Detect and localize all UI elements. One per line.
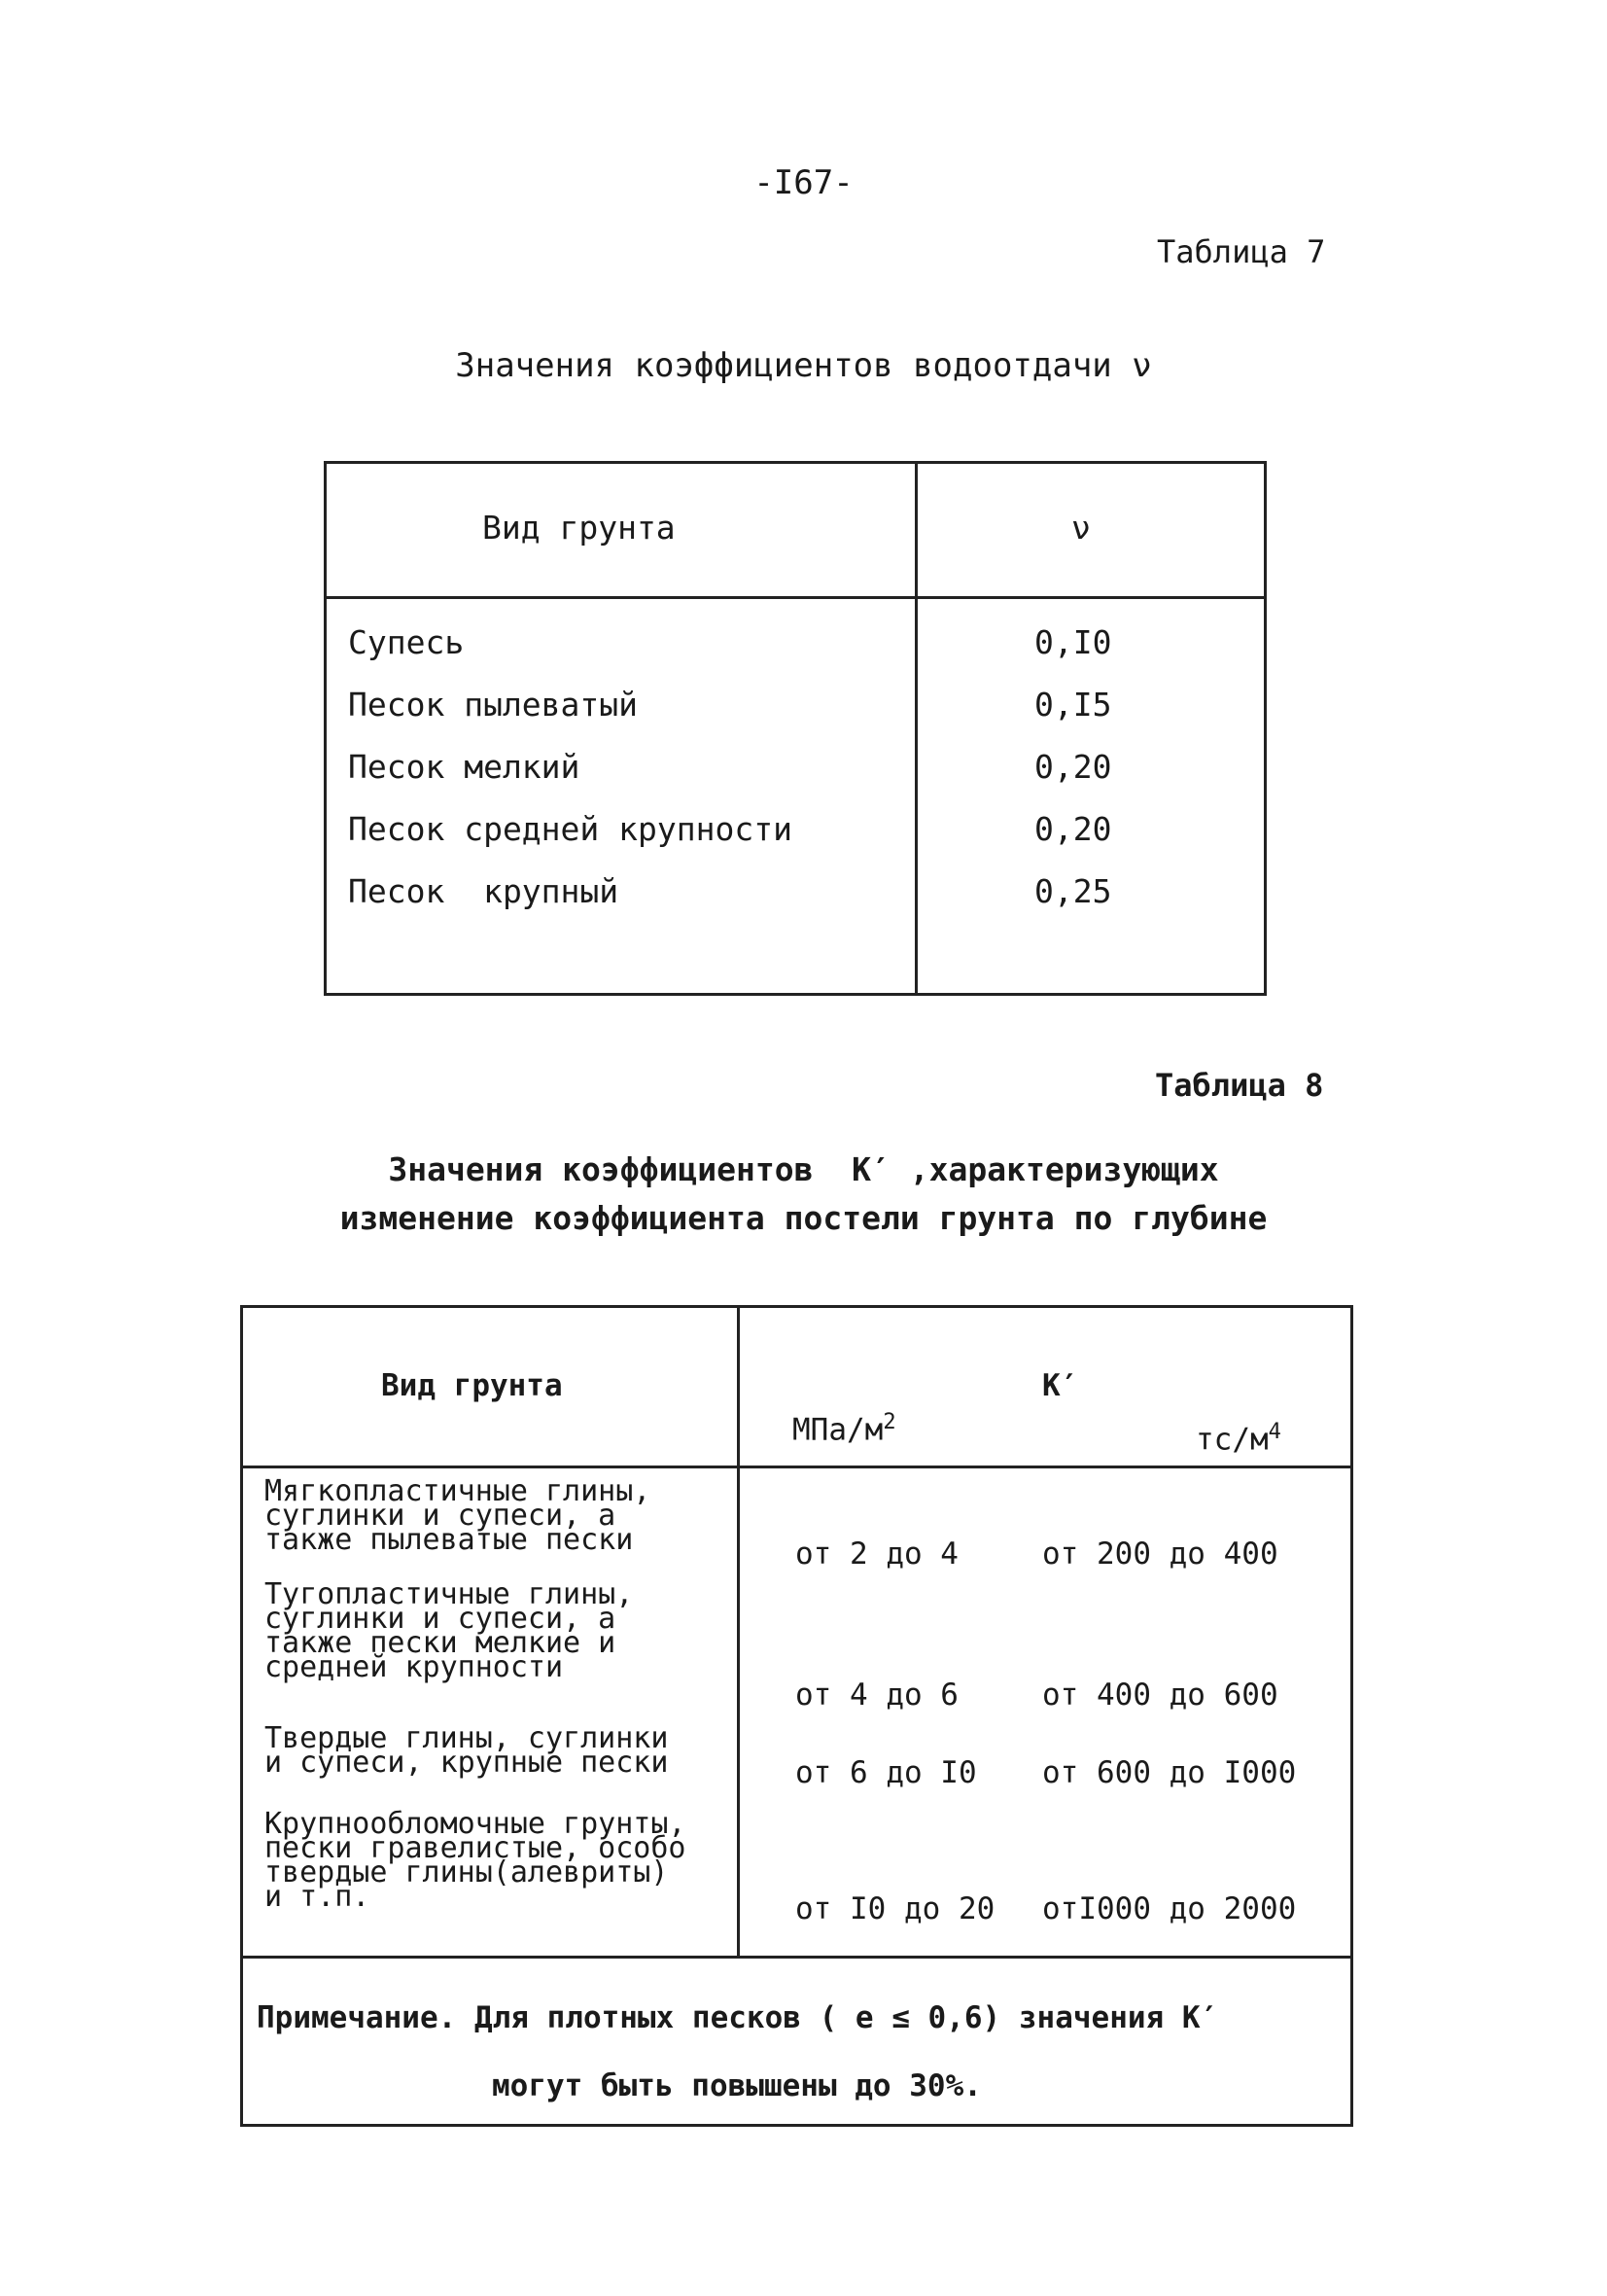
table-row-mpa: от 4 до 6	[795, 1678, 959, 1713]
table-row-value: 0,I5	[1034, 686, 1112, 724]
table-row-ts: от 200 до 400	[1042, 1537, 1278, 1572]
header-k-prime: К′	[1042, 1368, 1079, 1403]
header-unit-ts: $тс/м^4$	[1196, 1420, 1281, 1458]
header-unit-mpa: МПа/$м^2$	[792, 1410, 896, 1448]
table-8-title-line-2: изменение коэффициента постели грунта по глубине	[339, 1199, 1268, 1237]
table-8-note-line-2: могут быть повышены до 30%.	[492, 2068, 982, 2103]
header-nu: ν	[1071, 509, 1091, 547]
table-row-name: Песок крупный	[348, 872, 619, 910]
table-8-note-line-1: Примечание. Для плотных песков ( е ≤ 0,6) значения К′	[257, 2000, 1219, 2035]
header-divider	[243, 1466, 1350, 1468]
table-row-name: Тугопластичные глины, суглинки и супеси, а также пески мелкие и средней крупности	[264, 1577, 634, 1684]
table-row-mpa: от 2 до 4	[795, 1537, 959, 1572]
table-row-name: Мягкопластичные глины, суглинки и супеси, а также пылеватые пески	[264, 1474, 651, 1557]
header-divider	[327, 596, 1264, 599]
table-row-name: Твердые глины, суглинки и супеси, крупные пески	[264, 1721, 669, 1780]
table-row-value: 0,25	[1034, 872, 1112, 910]
note-divider	[243, 1956, 1350, 1959]
column-divider	[737, 1308, 740, 1956]
table-7-label: Таблица 7	[1157, 233, 1326, 270]
table-row-mpa: от 6 до I0	[795, 1755, 977, 1790]
table-8-title	[0, 1146, 1607, 1243]
table-row-name: Крупнообломочные грунты, пески гравелистые, особо твердые глины(алевриты) и т.п.	[264, 1807, 686, 1914]
table-row-name: Супесь	[348, 623, 465, 661]
header-soil-type: Вид грунта	[482, 509, 676, 547]
table-8	[240, 1305, 1353, 2127]
table-row-name: Песок мелкий	[348, 748, 580, 786]
column-divider	[915, 464, 918, 993]
table-row-name: Песок пылеватый	[348, 686, 639, 724]
table-row-value: 0,I0	[1034, 623, 1112, 661]
table-row-value: 0,20	[1034, 810, 1112, 848]
table-row-ts: от 600 до I000	[1042, 1755, 1297, 1790]
header-soil-type: Вид грунта	[381, 1368, 563, 1403]
table-7-title: Значения коэффициентов водоотдачи ν	[455, 346, 1152, 385]
table-row-mpa: от I0 до 20	[795, 1891, 996, 1926]
table-row-ts: отI000 до 2000	[1042, 1891, 1297, 1926]
table-8-label: Таблица 8	[1155, 1067, 1324, 1104]
table-row-name: Песок средней крупности	[348, 810, 792, 848]
table-8-title-line-1: Значения коэффициентов К′ ,характеризующих	[388, 1150, 1219, 1188]
table-row-value: 0,20	[1034, 748, 1112, 786]
page-number: -I67-	[753, 163, 854, 202]
table-7	[324, 461, 1267, 996]
table-row-ts: от 400 до 600	[1042, 1678, 1278, 1713]
